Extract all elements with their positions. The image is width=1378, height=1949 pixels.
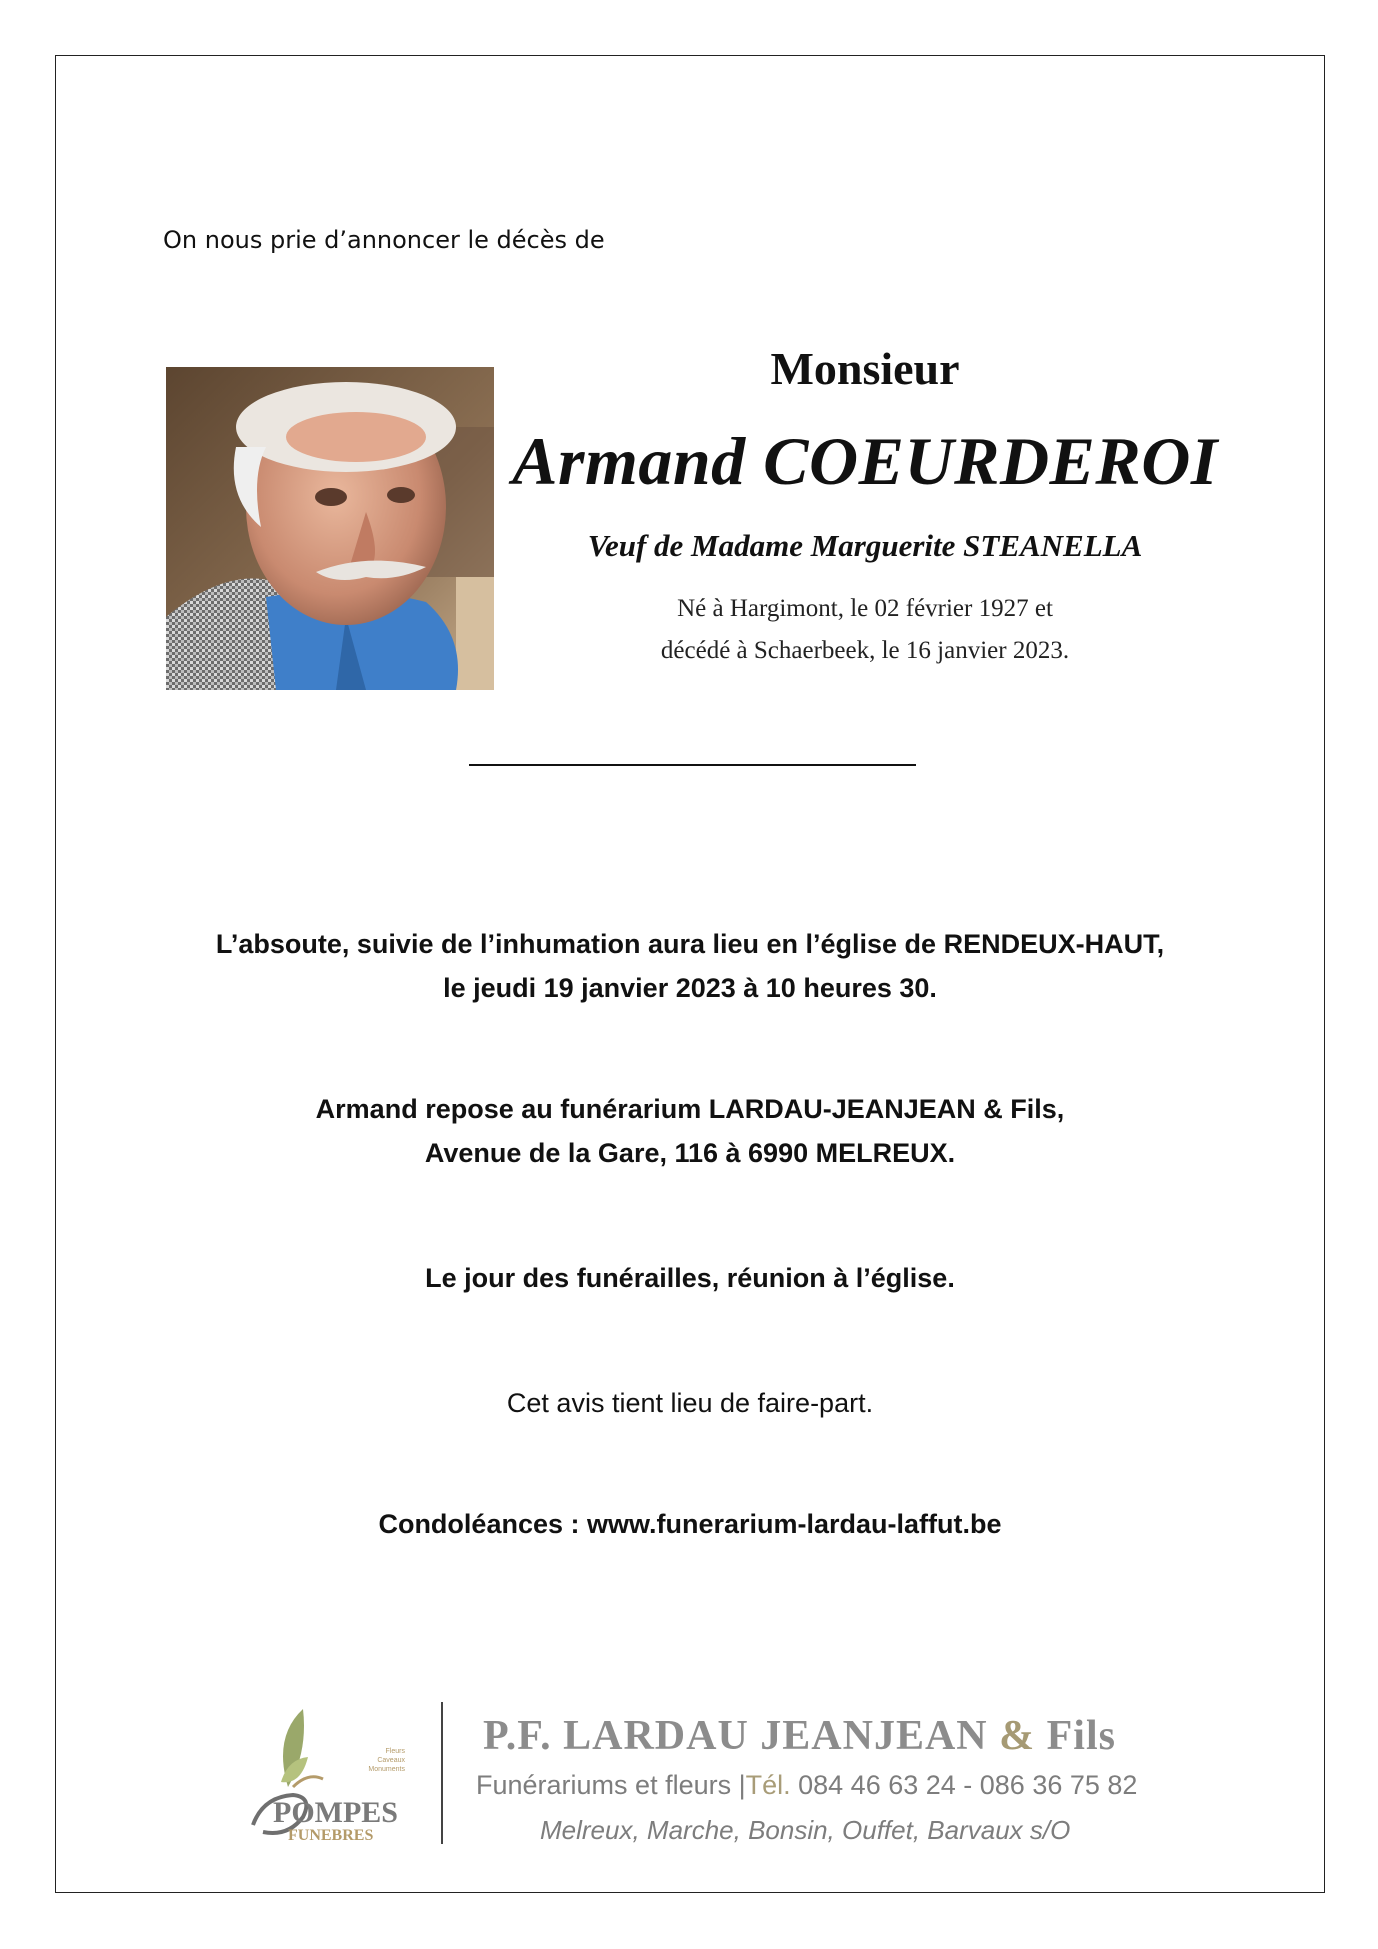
rest-line-2: Avenue de la Gare, 116 à 6990 MELREUX.	[424, 1138, 956, 1168]
svg-text:FUNEBRES: FUNEBRES	[288, 1827, 374, 1844]
birth-line: Né à Hargimont, le 02 février 1927 et	[677, 595, 1053, 622]
meeting-info: Le jour des funérailles, réunion à l’église.	[425, 1263, 955, 1293]
spouse-line: Veuf de Madame Marguerite STEANELLA	[587, 528, 1143, 563]
funeral-home-logo	[233, 1697, 433, 1847]
company-name-amp: &	[999, 1713, 1036, 1759]
company-services: Funérariums et fleurs |	[476, 1770, 746, 1800]
rest-info	[100, 1087, 1280, 1175]
company-name	[483, 1712, 1116, 1760]
phone-numbers[interactable]: 084 46 63 24 - 086 36 75 82	[790, 1770, 1138, 1800]
company-name-suffix: Fils	[1035, 1713, 1116, 1759]
company-contact	[476, 1770, 1137, 1801]
ceremony-info	[100, 922, 1280, 1010]
intro-text: On nous prie d’annoncer le décès de	[163, 226, 605, 254]
svg-text:POMPES: POMPES	[273, 1796, 398, 1829]
life-dates	[500, 588, 1230, 672]
honorific-title: Monsieur	[770, 343, 960, 394]
notice-text: Cet avis tient lieu de faire-part.	[506, 1388, 874, 1418]
tel-label: Tél.	[745, 1770, 791, 1800]
divider-rule	[469, 764, 916, 766]
svg-text:Caveaux: Caveaux	[377, 1757, 405, 1764]
svg-text:Monuments: Monuments	[368, 1766, 405, 1773]
company-locations: Melreux, Marche, Bonsin, Ouffet, Barvaux s/O	[540, 1815, 1071, 1845]
deceased-name: Armand COEURDEROI	[512, 423, 1218, 499]
condolences-link[interactable]: Condoléances : www.funerarium-lardau-laffut.be	[378, 1509, 1002, 1539]
ceremony-line-1: L’absoute, suivie de l’inhumation aura lieu en l’église de RENDEUX-HAUT,	[215, 929, 1165, 959]
ceremony-line-2: le jeudi 19 janvier 2023 à 10 heures 30.	[443, 973, 937, 1003]
svg-text:Fleurs: Fleurs	[385, 1748, 405, 1755]
footer-separator	[441, 1702, 443, 1844]
company-name-main: P.F. LARDAU JEANJEAN	[483, 1713, 1000, 1759]
leaf-logo-icon	[233, 1697, 433, 1847]
death-line: décédé à Schaerbeek, le 16 janvier 2023.	[660, 637, 1070, 664]
rest-line-1: Armand repose au funérarium LARDAU-JEANJEAN & Fils,	[315, 1094, 1065, 1124]
portrait-photo	[166, 367, 494, 690]
